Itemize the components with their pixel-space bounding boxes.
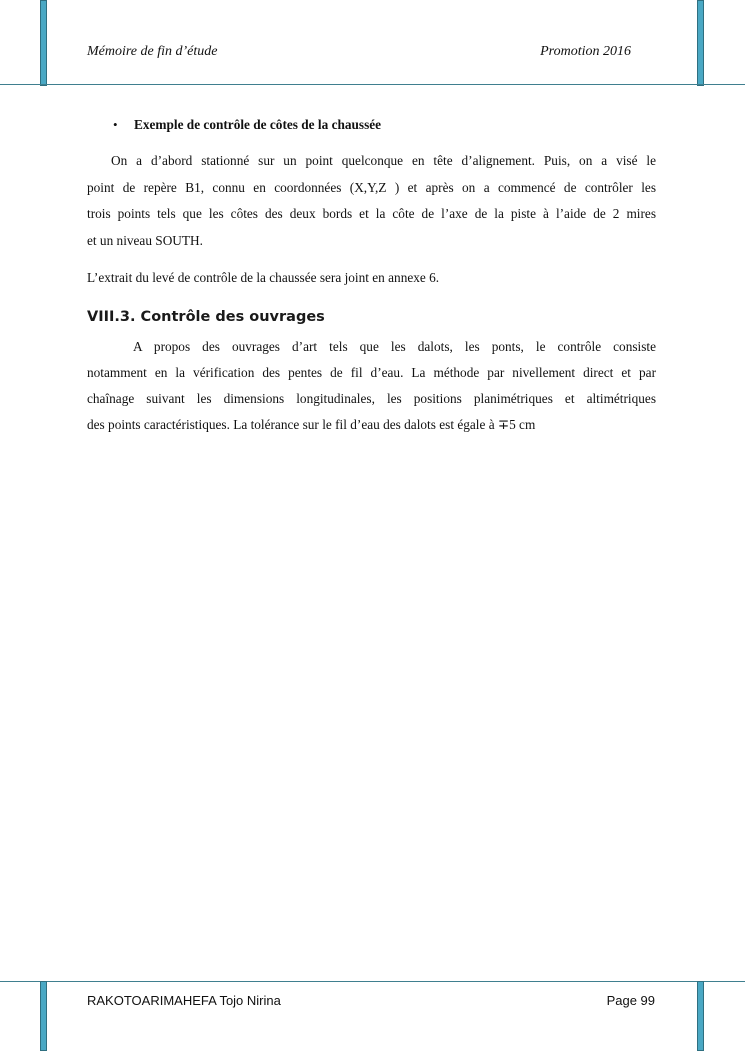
paragraph-line: notamment en la vérification des pentes de fil d’eau. La méthode par nivellement direct et par (87, 365, 656, 380)
footer-divider (0, 981, 745, 982)
page-number: Page 99 (606, 993, 655, 1008)
bullet-heading: Exemple de contrôle de côtes de la chaussée (134, 117, 382, 132)
header-promotion: Promotion 2016 (540, 44, 631, 59)
paragraph-line: et un niveau SOUTH. (87, 233, 203, 248)
paragraph-line: chaînage suivant les dimensions longitudinales, les positions planimétriques et altimétriques (87, 391, 656, 406)
paragraph-line: A propos des ouvrages d’art tels que les dalots, les ponts, le contrôle consiste (133, 339, 656, 354)
paragraph: L’extrait du levé de contrôle de la chaussée sera joint en annexe 6. (87, 270, 440, 285)
header-left-bar (40, 0, 47, 86)
section-heading: VIII.3. Contrôle des ouvrages (87, 309, 325, 325)
header-title: Mémoire de fin d’étude (87, 44, 218, 59)
paragraph-line: trois points tels que les côtes des deux bords et la côte de l’axe de la piste à l’aide de 2 mires (87, 206, 656, 221)
footer-left-bar (40, 981, 47, 1051)
footer-author: RAKOTOARIMAHEFA Tojo Nirina (87, 993, 281, 1008)
paragraph-line: point de repère B1, connu en coordonnées (X,Y,Z ) et après on a commencé de contrôler les (87, 180, 656, 195)
paragraph-line: On a d’abord stationné sur un point quelconque en tête d’alignement. Puis, on a visé le (111, 153, 656, 168)
bullet-icon: • (113, 117, 118, 132)
footer-right-bar (697, 981, 704, 1051)
header-divider (0, 84, 745, 85)
header-right-bar (697, 0, 704, 86)
paragraph-line: des points caractéristiques. La tolérance sur le fil d’eau des dalots est égale à ∓5 cm (87, 417, 536, 432)
